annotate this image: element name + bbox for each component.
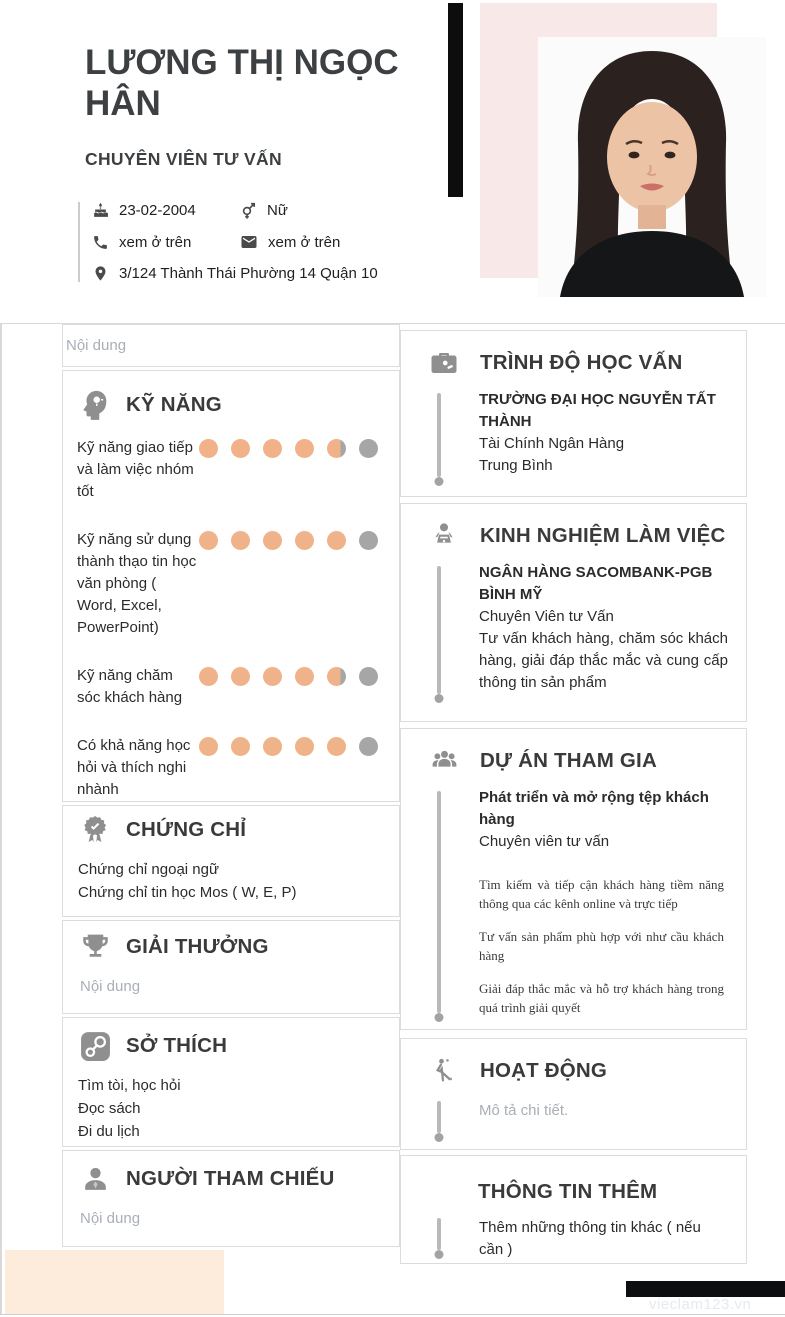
activities-header — [428, 1055, 728, 1087]
phone-value: xem ở trên — [119, 233, 192, 251]
mail-icon — [240, 233, 258, 251]
rating-dot — [199, 737, 218, 756]
project-detail: Tư vấn sản phẩm phù hợp với như cầu khách hàng — [479, 929, 724, 963]
gender-icon — [240, 202, 257, 219]
certificates-title: CHỨNG CHỈ — [126, 818, 247, 841]
certificates-list — [77, 858, 385, 904]
education-major: Tài Chính Ngân Hàng — [479, 435, 625, 452]
rating-dot — [231, 667, 250, 686]
activities-timeline — [437, 1101, 441, 1133]
experience-title: KINH NGHIỆM LÀM VIỆC — [480, 524, 726, 547]
rating-dot — [263, 667, 282, 686]
experience-section — [400, 503, 747, 722]
footer-black-bar — [626, 1281, 785, 1297]
content-placeholder-card[interactable] — [62, 324, 400, 367]
rating-dot — [295, 439, 314, 458]
email-value: xem ở trên — [268, 233, 341, 251]
education-section — [400, 330, 747, 497]
hobby-item: Đi du lịch — [78, 1123, 140, 1140]
skill-label: Có khả năng học hỏi và thích nghi nhành — [77, 737, 191, 798]
decor-black-bar — [448, 3, 463, 197]
activities-placeholder[interactable]: Mô tả chi tiết. — [479, 1102, 569, 1119]
rating-dot — [231, 439, 250, 458]
hobbies-section — [62, 1017, 400, 1147]
address-value: 3/124 Thành Thái Phường 14 Quận 10 — [119, 265, 378, 282]
activities-entry — [479, 1097, 728, 1133]
additional-info-note: Thêm những thông tin khác ( nếu cần ) — [479, 1219, 701, 1258]
content-placeholder[interactable]: Nội dung — [66, 337, 127, 354]
rating-dot — [295, 667, 314, 686]
certificates-section — [62, 805, 400, 917]
ribbon-badge-icon — [77, 812, 113, 848]
hobbies-title: SỞ THÍCH — [126, 1034, 228, 1057]
skill-rating-dots — [199, 735, 378, 801]
experience-description: Tư vấn khách hàng, chăm sóc khách hàng, giải đáp thắc mắc và cung cấp thông tin sản phẩm — [479, 630, 728, 691]
rating-dot — [231, 737, 250, 756]
rating-dot — [263, 439, 282, 458]
hobby-item: Tìm tòi, học hỏi — [78, 1077, 181, 1094]
references-placeholder[interactable]: Nội dung — [80, 1210, 141, 1227]
rating-dot — [327, 737, 346, 756]
steam-icon — [77, 1028, 113, 1064]
header — [0, 0, 785, 323]
rating-dot — [231, 531, 250, 550]
experience-timeline — [437, 566, 441, 694]
education-entry — [479, 389, 728, 477]
references-section — [62, 1150, 400, 1247]
hobby-item: Đọc sách — [78, 1100, 141, 1117]
full-name: LƯƠNG THỊ NGỌC HÂN — [85, 43, 399, 123]
personal-info — [78, 202, 478, 282]
experience-role: Chuyên Viên tư Vấn — [479, 608, 614, 625]
trophy-icon — [77, 929, 113, 965]
awards-section — [62, 920, 400, 1014]
decor-peach-block — [5, 1250, 224, 1315]
skill-label: Kỹ năng sử dụng thành thạo tin học văn phòng ( Word, Excel, PowerPoint) — [77, 531, 197, 636]
experience-entry — [479, 562, 728, 694]
phone-icon — [92, 234, 109, 251]
gender-value: Nữ — [267, 202, 288, 219]
activities-section — [400, 1038, 747, 1150]
skill-row — [77, 665, 385, 709]
awards-placeholder[interactable]: Nội dung — [80, 978, 141, 995]
company-name: NGÂN HÀNG SACOMBANK-PGB BÌNH MỸ — [479, 564, 713, 603]
job-title: CHUYÊN VIÊN TƯ VẤN — [85, 149, 282, 169]
additional-info-section — [400, 1155, 747, 1264]
rating-dot — [263, 531, 282, 550]
left-column — [62, 324, 400, 1250]
project-detail: Giải đáp thắc mắc và hỗ trợ khách hàng trong quá trình giải quyết — [479, 981, 724, 1015]
certificates-header — [77, 812, 385, 848]
skill-rating-dots — [199, 665, 378, 709]
education-body — [428, 389, 728, 477]
head-idea-icon — [77, 387, 113, 423]
awards-title: GIẢI THƯỞNG — [126, 935, 269, 958]
rating-dot — [327, 531, 346, 550]
gender-field — [240, 202, 478, 219]
skills-section — [62, 370, 400, 802]
rating-dot — [295, 737, 314, 756]
skill-row — [77, 529, 385, 639]
rating-dot — [359, 737, 378, 756]
address-field — [92, 265, 478, 282]
watermark-link[interactable]: vieclam123.vn — [649, 1296, 752, 1313]
projects-body — [428, 787, 728, 1017]
rating-dot — [199, 531, 218, 550]
rating-dot — [359, 531, 378, 550]
profile-photo — [538, 37, 766, 297]
rating-dot — [199, 439, 218, 458]
skills-list — [77, 437, 385, 801]
skill-label: Kỹ năng giao tiếp và làm việc nhóm tốt — [77, 439, 194, 500]
rating-dot — [199, 667, 218, 686]
skill-rating-dots — [199, 529, 378, 639]
project-name: Phát triển và mở rộng tệp khách hàng — [479, 789, 709, 828]
projects-title: DỰ ÁN THAM GIA — [480, 749, 657, 772]
cake-icon — [92, 202, 109, 219]
rating-dot — [359, 439, 378, 458]
education-title: TRÌNH ĐỘ HỌC VẤN — [480, 351, 683, 374]
education-header — [428, 347, 728, 379]
project-role: Chuyên viên tư vấn — [479, 833, 610, 850]
additional-info-header — [428, 1180, 728, 1204]
project-details — [479, 875, 728, 1017]
skills-header — [77, 387, 385, 423]
right-column — [400, 330, 747, 1264]
rating-dot — [327, 667, 346, 686]
additional-info-body — [428, 1214, 728, 1261]
projects-timeline — [437, 791, 441, 1013]
skill-row — [77, 437, 385, 503]
additional-info-timeline — [437, 1218, 441, 1250]
projects-header — [428, 745, 728, 777]
rating-dot — [295, 531, 314, 550]
dob-value: 23-02-2004 — [119, 202, 196, 219]
email-field — [240, 233, 478, 251]
experience-body — [428, 562, 728, 694]
projects-section — [400, 728, 747, 1030]
rating-dot — [359, 667, 378, 686]
additional-info-title: THÔNG TIN THÊM — [478, 1180, 658, 1203]
briefcase-icon — [428, 347, 460, 379]
activities-body — [428, 1097, 728, 1133]
activities-title: HOẠT ĐỘNG — [480, 1059, 608, 1082]
page-bottom-border — [0, 1314, 785, 1315]
person-icon — [77, 1161, 113, 1197]
additional-info-entry — [479, 1214, 728, 1261]
references-header — [77, 1161, 385, 1197]
hobbies-header — [77, 1028, 385, 1064]
project-detail: Tìm kiếm và tiếp cận khách hàng tiềm năng thông qua các kênh online và trực tiếp — [479, 877, 724, 911]
people-group-icon — [428, 745, 460, 777]
certificate-item: Chứng chỉ ngoại ngữ — [78, 861, 220, 878]
skill-rating-dots — [199, 437, 378, 503]
dob-field — [92, 202, 240, 219]
references-title: NGƯỜI THAM CHIẾU — [126, 1167, 335, 1190]
education-grade: Trung Bình — [479, 457, 553, 474]
rating-dot — [263, 737, 282, 756]
skill-row — [77, 735, 385, 801]
school-name: TRƯỜNG ĐẠI HỌC NGUYỄN TẤT THÀNH — [479, 391, 716, 430]
map-pin-icon — [92, 265, 109, 282]
profile-photo-image — [538, 37, 766, 297]
certificate-item: Chứng chỉ tin học Mos ( W, E, P) — [78, 884, 297, 901]
person-laptop-icon — [428, 520, 460, 552]
project-entry — [479, 787, 728, 1017]
skill-label: Kỹ năng chăm sóc khách hàng — [77, 667, 183, 706]
person-shovel-icon — [428, 1055, 460, 1087]
experience-header — [428, 520, 728, 552]
phone-field — [92, 234, 240, 251]
hobbies-list — [77, 1074, 385, 1143]
rating-dot — [327, 439, 346, 458]
skills-title: KỸ NĂNG — [126, 393, 222, 416]
education-timeline — [437, 393, 441, 477]
awards-header — [77, 929, 385, 965]
